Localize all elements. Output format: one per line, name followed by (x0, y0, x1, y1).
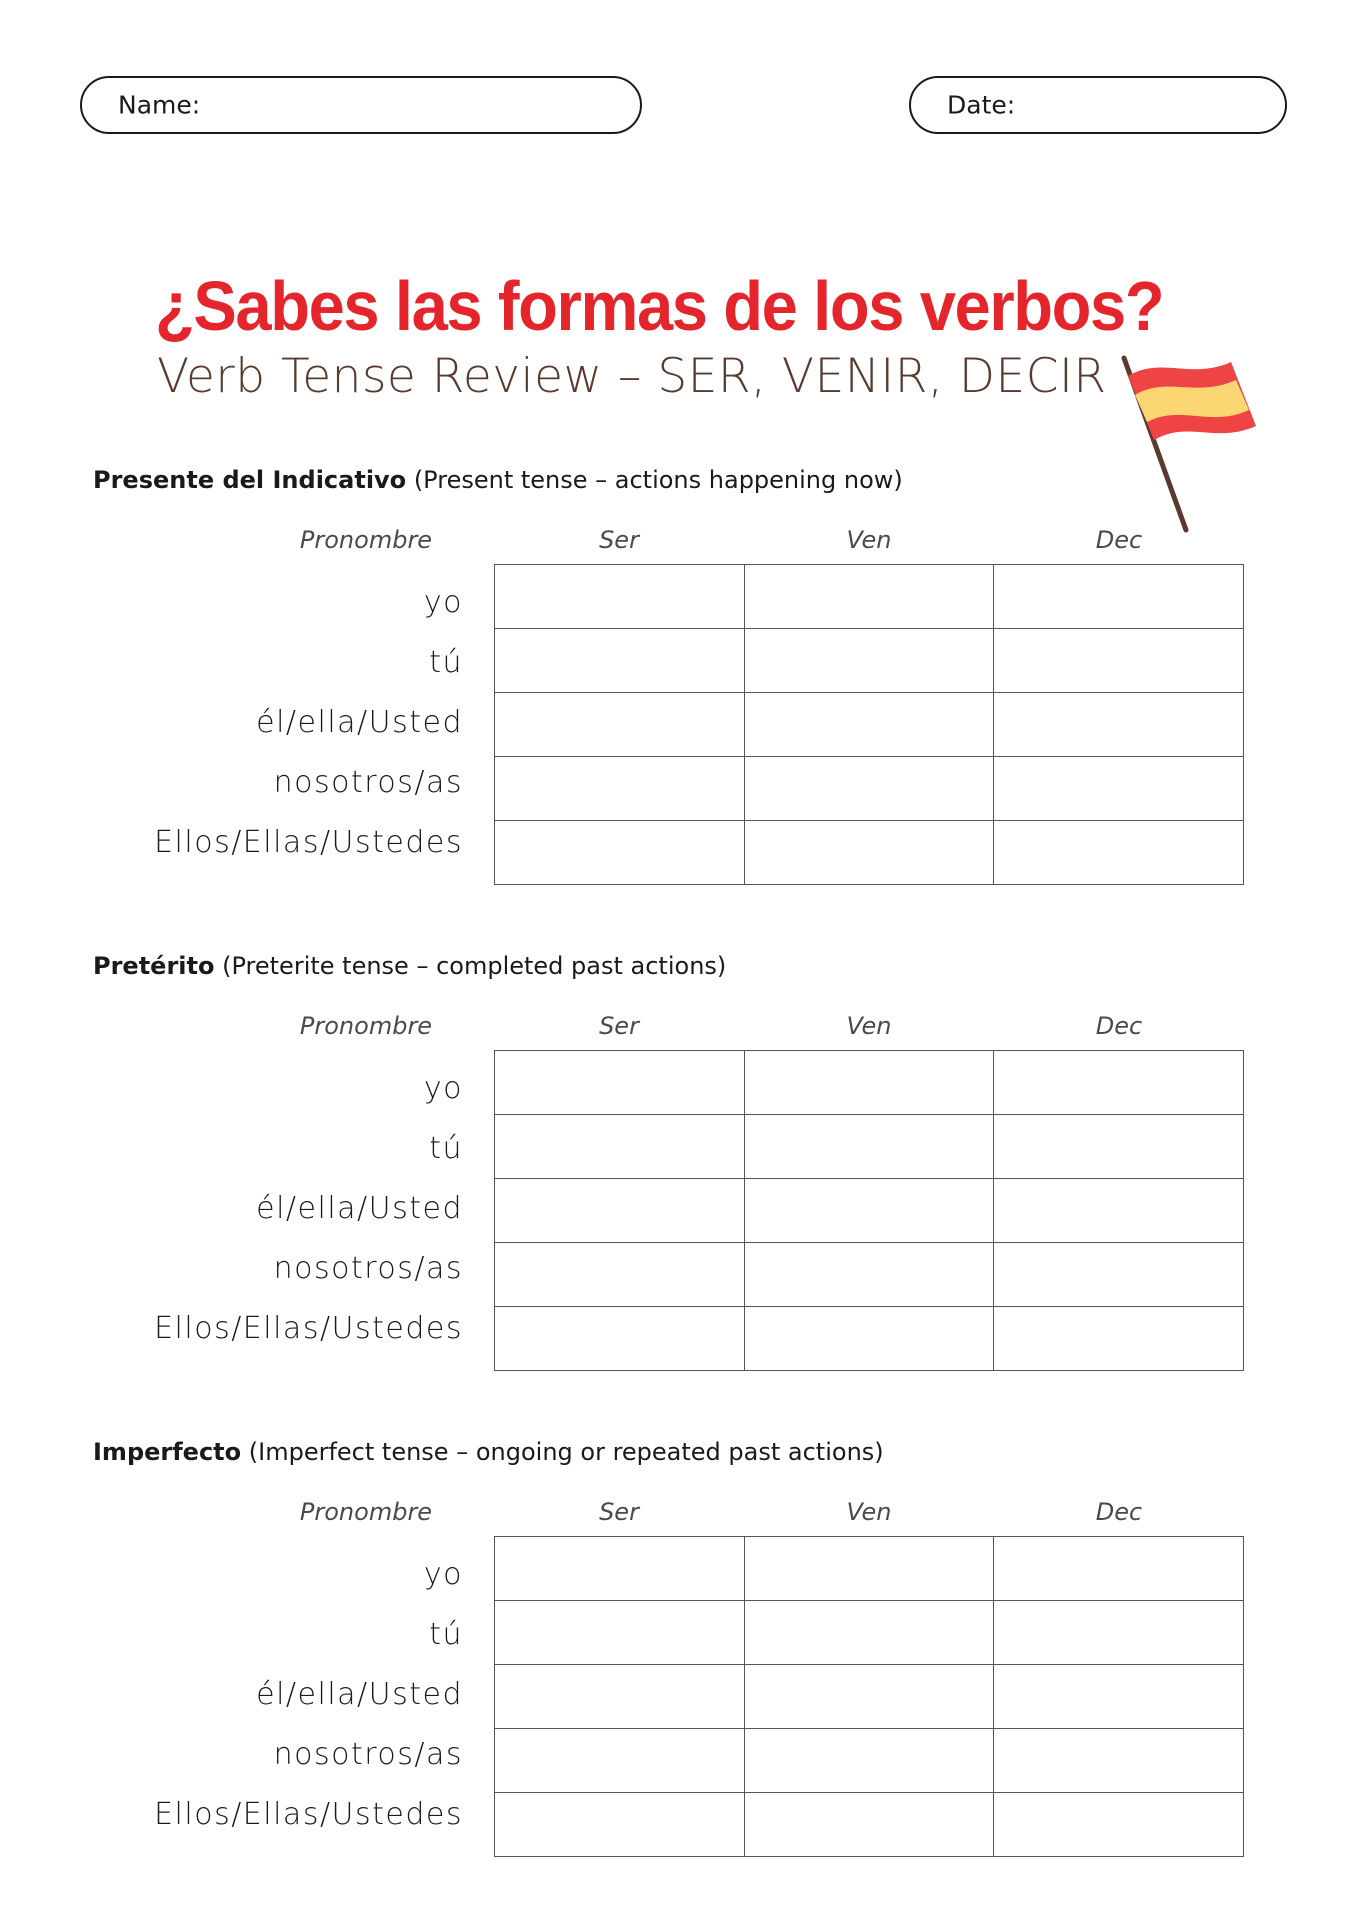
answer-cell[interactable] (744, 1051, 994, 1115)
answer-cell[interactable] (744, 1793, 994, 1857)
pronoun-label: tú (429, 1617, 463, 1652)
table-row (495, 1793, 1244, 1857)
pronoun-label: tú (429, 645, 463, 680)
name-field[interactable] (80, 76, 642, 134)
answer-grid-imperfecto (494, 1536, 1244, 1857)
pronoun-label: yo (423, 1071, 463, 1106)
page-subtitle: Verb Tense Review – SER, VENIR, DECIR (157, 349, 1107, 404)
table-row (495, 1243, 1244, 1307)
answer-cell[interactable] (994, 629, 1244, 693)
answer-cell[interactable] (744, 757, 994, 821)
pronoun-label: yo (423, 1557, 463, 1592)
answer-cell[interactable] (994, 1729, 1244, 1793)
pronoun-label: Ellos/Ellas/Ustedes (154, 1311, 463, 1346)
section-description: (Imperfect tense – ongoing or repeated past actions) (248, 1438, 884, 1466)
table-row (495, 1665, 1244, 1729)
answer-cell[interactable] (495, 1729, 745, 1793)
table-row (495, 693, 1244, 757)
answer-cell[interactable] (994, 1601, 1244, 1665)
answer-cell[interactable] (495, 1793, 745, 1857)
pronoun-label: Ellos/Ellas/Ustedes (154, 1797, 463, 1832)
pronoun-label: tú (429, 1131, 463, 1166)
table-row (495, 565, 1244, 629)
date-label: Date: (947, 90, 1016, 120)
answer-cell[interactable] (495, 1537, 745, 1601)
page-title: ¿Sabes las formas de los verbos? (155, 267, 1164, 345)
answer-cell[interactable] (495, 1307, 745, 1371)
answer-cell[interactable] (744, 1243, 994, 1307)
column-header-pronombre: Pronombre (299, 1498, 433, 1526)
column-header-pronombre: Pronombre (299, 1012, 433, 1040)
answer-cell[interactable] (495, 1115, 745, 1179)
column-header-ven: Ven (846, 1012, 892, 1040)
answer-grid-preterito (494, 1050, 1244, 1371)
answer-cell[interactable] (495, 1179, 745, 1243)
pronoun-label: nosotros/as (273, 1737, 463, 1772)
column-header-pronombre: Pronombre (299, 526, 433, 554)
answer-cell[interactable] (495, 757, 745, 821)
column-header-dec: Dec (1095, 526, 1143, 554)
answer-cell[interactable] (994, 693, 1244, 757)
answer-cell[interactable] (744, 1115, 994, 1179)
answer-cell[interactable] (994, 821, 1244, 885)
table-row (495, 1307, 1244, 1371)
table-row (495, 629, 1244, 693)
answer-cell[interactable] (744, 565, 994, 629)
column-header-ven: Ven (846, 526, 892, 554)
answer-cell[interactable] (994, 1307, 1244, 1371)
answer-cell[interactable] (495, 565, 745, 629)
answer-cell[interactable] (744, 1307, 994, 1371)
answer-cell[interactable] (744, 1601, 994, 1665)
pronoun-label: nosotros/as (273, 1251, 463, 1286)
pronoun-label: él/ella/Usted (256, 1191, 463, 1226)
answer-cell[interactable] (744, 693, 994, 757)
answer-cell[interactable] (994, 565, 1244, 629)
table-row (495, 1051, 1244, 1115)
answer-cell[interactable] (495, 1051, 745, 1115)
answer-cell[interactable] (994, 1115, 1244, 1179)
column-header-ser: Ser (599, 1498, 639, 1526)
answer-cell[interactable] (994, 1243, 1244, 1307)
answer-cell[interactable] (994, 1793, 1244, 1857)
column-header-dec: Dec (1095, 1498, 1143, 1526)
column-header-ven: Ven (846, 1498, 892, 1526)
answer-cell[interactable] (495, 629, 745, 693)
section-description: (Preterite tense – completed past actions) (222, 952, 727, 980)
answer-cell[interactable] (495, 1665, 745, 1729)
section-heading-presente (93, 466, 903, 494)
pronoun-label: él/ella/Usted (256, 1677, 463, 1712)
answer-cell[interactable] (495, 821, 745, 885)
table-row (495, 821, 1244, 885)
column-header-ser: Ser (599, 1012, 639, 1040)
column-header-ser: Ser (599, 526, 639, 554)
section-name: Presente del Indicativo (93, 466, 407, 494)
answer-cell[interactable] (994, 1537, 1244, 1601)
table-row (495, 1601, 1244, 1665)
answer-cell[interactable] (744, 1729, 994, 1793)
pronoun-label: nosotros/as (273, 765, 463, 800)
table-row (495, 1729, 1244, 1793)
answer-cell[interactable] (495, 693, 745, 757)
answer-cell[interactable] (994, 757, 1244, 821)
answer-cell[interactable] (744, 1179, 994, 1243)
answer-cell[interactable] (994, 1665, 1244, 1729)
answer-cell[interactable] (495, 1601, 745, 1665)
table-row (495, 1537, 1244, 1601)
answer-grid-presente (494, 564, 1244, 885)
table-row (495, 1179, 1244, 1243)
pronoun-label: yo (423, 585, 463, 620)
pronoun-label: él/ella/Usted (256, 705, 463, 740)
section-name: Imperfecto (93, 1438, 242, 1466)
answer-cell[interactable] (744, 1537, 994, 1601)
section-heading-preterito (93, 952, 726, 980)
table-row (495, 1115, 1244, 1179)
answer-cell[interactable] (495, 1243, 745, 1307)
section-heading-imperfecto (93, 1438, 884, 1466)
table-row (495, 757, 1244, 821)
pronoun-label: Ellos/Ellas/Ustedes (154, 825, 463, 860)
section-description: (Present tense – actions happening now) (413, 466, 903, 494)
name-label: Name: (118, 90, 201, 120)
answer-cell[interactable] (994, 1179, 1244, 1243)
answer-cell[interactable] (744, 1665, 994, 1729)
date-field[interactable] (909, 76, 1287, 134)
answer-cell[interactable] (744, 629, 994, 693)
column-header-dec: Dec (1095, 1012, 1143, 1040)
answer-cell[interactable] (994, 1051, 1244, 1115)
spanish-flag-icon (1116, 352, 1292, 538)
answer-cell[interactable] (744, 821, 994, 885)
section-name: Pretérito (93, 952, 215, 980)
